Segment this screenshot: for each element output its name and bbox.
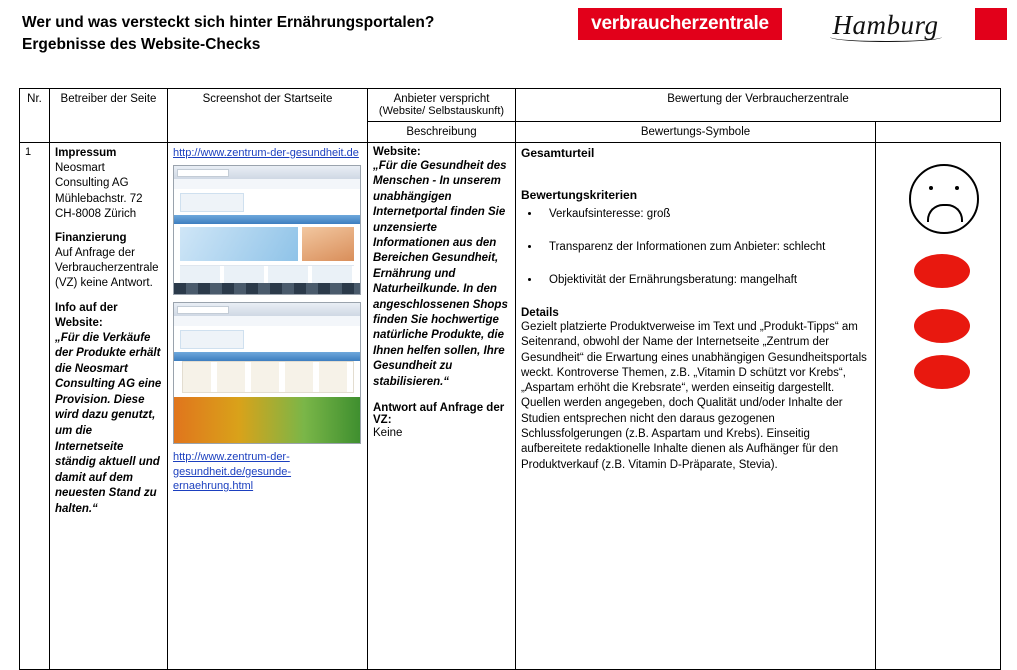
antwort-text: Keine bbox=[373, 427, 403, 440]
spacer bbox=[55, 222, 162, 231]
red-square-logo bbox=[975, 8, 1007, 40]
hamburg-logo bbox=[818, 4, 953, 46]
link-unterseite[interactable]: http://www.zentrum-der-gesundheit.de/gesunde-ernaehrung.html bbox=[173, 451, 292, 492]
eye-left bbox=[929, 186, 933, 190]
screenshot-thumbnail-unterseite bbox=[173, 302, 361, 444]
rating-symbols bbox=[881, 146, 995, 666]
spacer bbox=[521, 162, 870, 188]
website-quote: „Für die Gesundheit des Menschen - In unserem unabhängigen Internetportal finden Sie unzensierte Informationen aus den Bereichen Gesundheit, Ernährung und Naturheilkunde. In den angeschlossenen Shops finden Sie hochwertige natürliche Produkte, die Ihnen helfen sollen, Ihre Gesundheit zu stabilisieren.“ bbox=[373, 160, 508, 388]
info-quote: „Für die Verkäufe der Produkte erhält die Neosmart Consulting AG eine Provision. Diese wird dazu genutzt, um die Internetseite ständig aktuell und damit auf dem neuesten Stand zu halten.“ bbox=[55, 331, 162, 515]
table-header-row bbox=[20, 89, 1001, 122]
page-title-line-1: Wer und was versteckt sich hinter Ernährungsportalen? bbox=[22, 14, 435, 31]
page-title-line-2: Ergebnisse des Website-Checks bbox=[22, 36, 261, 54]
site-product-row bbox=[182, 361, 354, 393]
col-header-symbole: Bewertungs-Symbole bbox=[516, 122, 876, 143]
site-logo bbox=[180, 330, 244, 349]
cell-nr: 1 bbox=[20, 143, 50, 670]
col-header-screenshot: Screenshot der Startseite bbox=[168, 89, 368, 143]
info-label: Info auf der Website: bbox=[55, 301, 118, 329]
hamburg-logo-swash bbox=[830, 32, 942, 42]
list-item: • Verkaufsinteresse: groß bbox=[541, 208, 870, 220]
site-hero-image bbox=[180, 227, 298, 261]
impressum-line-1: Neosmart bbox=[55, 162, 105, 175]
site-navbar bbox=[174, 352, 360, 361]
cell-betreiber bbox=[50, 143, 168, 670]
col-header-beschreibung: Beschreibung bbox=[368, 122, 516, 143]
antwort-label: Antwort auf Anfrage der VZ: bbox=[373, 402, 505, 427]
eye-right bbox=[955, 186, 959, 190]
site-footer-strip bbox=[174, 283, 360, 294]
finanzierung-text: Auf Anfrage der Verbraucherzentrale (VZ) keine Antwort. bbox=[55, 247, 159, 290]
website-label: Website: bbox=[373, 146, 421, 158]
impressum-line-3: Mühlebachstr. 72 bbox=[55, 192, 143, 205]
col-header-betreiber: Betreiber der Seite bbox=[50, 89, 168, 143]
details-label: Details bbox=[521, 307, 559, 319]
link-startseite[interactable]: http://www.zentrum-der-gesundheit.de bbox=[173, 147, 359, 159]
col-header-bewertung: Bewertung der Verbraucherzentrale bbox=[516, 89, 1001, 122]
kriterien-list bbox=[521, 208, 870, 286]
screenshot-thumbnail-startseite bbox=[173, 165, 361, 295]
col-header-anbieter-sub: (Website/ Selbstauskunft) bbox=[378, 105, 505, 117]
hamburg-logo-text: Hamburg bbox=[832, 9, 939, 40]
table-row bbox=[20, 143, 1001, 670]
site-vegetable-banner bbox=[174, 397, 360, 443]
sad-face-icon bbox=[909, 164, 979, 234]
gesamturteil-label: Gesamturteil bbox=[521, 146, 595, 160]
red-dot-icon bbox=[914, 355, 970, 389]
col-header-anbieter-main: Anbieter verspricht bbox=[393, 93, 490, 105]
cell-bewertung bbox=[516, 143, 876, 670]
spacer bbox=[373, 390, 510, 402]
red-dot-icon bbox=[914, 309, 970, 343]
cell-symbole bbox=[876, 143, 1001, 670]
site-hero-side-image bbox=[302, 227, 354, 261]
impressum-line-2: Consulting AG bbox=[55, 177, 129, 190]
site-navbar bbox=[174, 215, 360, 224]
finanzierung-label: Finanzierung bbox=[55, 231, 127, 244]
verbraucherzentrale-logo: verbraucherzentrale bbox=[578, 8, 782, 40]
spacer bbox=[55, 292, 162, 301]
col-header-anbieter bbox=[368, 89, 516, 122]
impressum-line-4: CH-8008 Zürich bbox=[55, 207, 137, 220]
browser-bar bbox=[174, 303, 360, 317]
list-item: • Objektivität der Ernährungsberatung: mangelhaft bbox=[541, 274, 870, 286]
col-header-nr: Nr. bbox=[20, 89, 50, 143]
list-item: • Transparenz der Informationen zum Anbieter: schlecht bbox=[541, 241, 870, 253]
frown-mouth bbox=[927, 204, 963, 222]
red-dot-icon bbox=[914, 254, 970, 288]
browser-bar bbox=[174, 166, 360, 180]
details-text: Gezielt platzierte Produktverweise im Text und „Produkt-Tipps“ am Seitenrand, obwohl der Name der Internetseite „Zentrum der Gesundheit“ die Erwartung eines unabhängigen Gesundheitsportals weckt. Kontroverse Themen, z.B. „Vitamin D schützt vor Krebs“, „Aspartam erhöht die Krebsrate“, werden einseitig dargestellt. Quellen werden angegeben, doch Qualität und/oder Inhalte der Studien entsprechen nicht den daraus gezogenen Schlussfolgerungen (z.B. Aspartam und Krebs). Einseitig aufbereitete redaktionelle Inhalte dienen als Aufhänger für den Produktverkauf (z.B. Vitamin D-Präparate, Stevia). bbox=[521, 321, 867, 471]
results-table bbox=[19, 88, 1001, 670]
document-header bbox=[0, 0, 1017, 78]
cell-anbieter bbox=[368, 143, 516, 670]
bewertungskriterien-label: Bewertungskriterien bbox=[521, 188, 638, 202]
page-title bbox=[22, 12, 562, 57]
cell-screenshot bbox=[168, 143, 368, 670]
impressum-label: Impressum bbox=[55, 147, 117, 159]
site-logo bbox=[180, 193, 244, 212]
